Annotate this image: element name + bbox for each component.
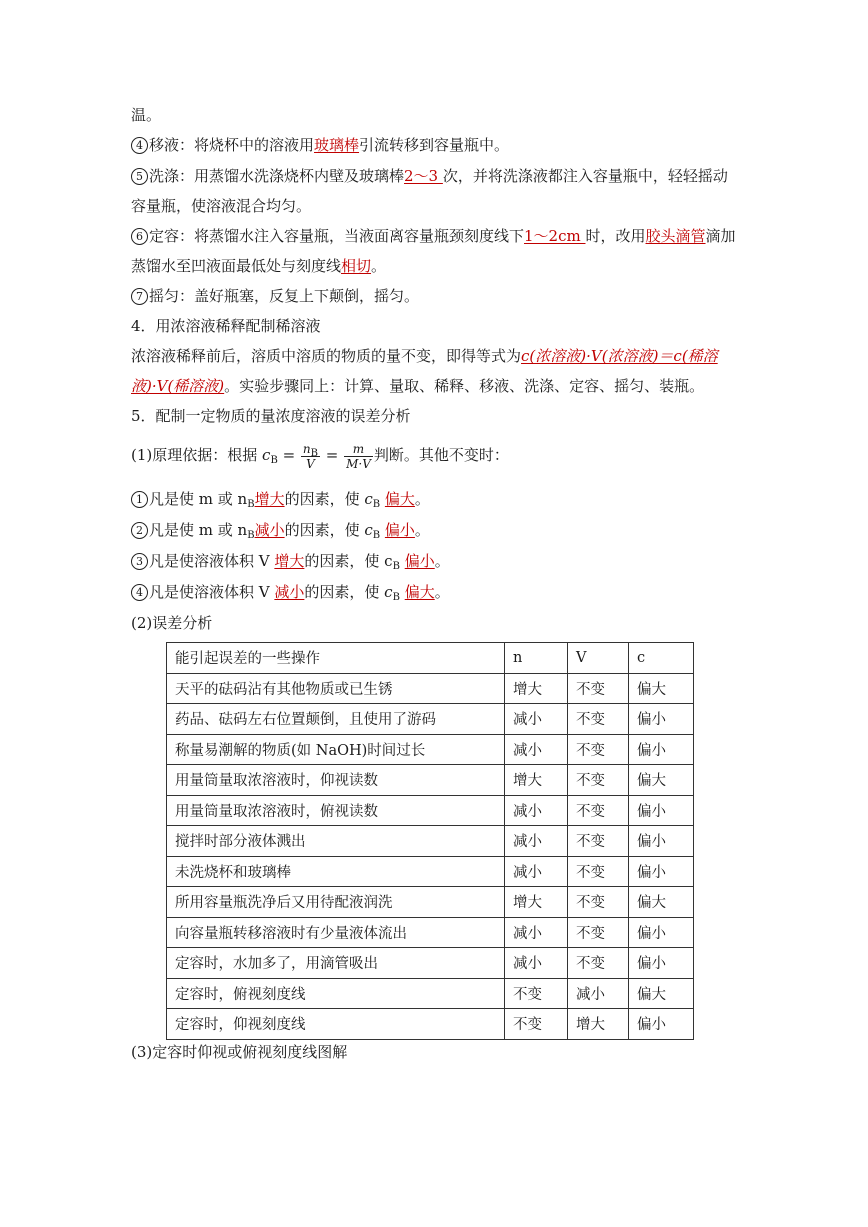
subheading-volume-reading (131, 1042, 347, 1062)
text-fragment: 蒸馏水至凹液面最低处与刻度线 (131, 257, 342, 275)
circled-number: 6 (131, 228, 148, 245)
table-cell: 偏小 (629, 795, 694, 826)
table-row (167, 673, 694, 704)
rule-3 (131, 551, 450, 571)
answer-fill: 玻璃棒 (314, 136, 360, 154)
formula-symbol: c (262, 446, 271, 464)
text-fragment: 的因素，使 (284, 521, 365, 539)
text-fragment: 凡是使 m 或 n (149, 490, 248, 508)
text-fragment: 定容：将蒸馏水注入容量瓶，当液面离容量瓶颈刻度线下 (149, 227, 525, 245)
answer-fill: 2～3 (404, 167, 443, 185)
table-cell: 不变 (505, 978, 568, 1009)
fraction-m-over-mv (344, 442, 373, 471)
table-cell: 定容时，仰视刻度线 (167, 1009, 505, 1040)
subscript: B (247, 530, 255, 541)
table-cell: 不变 (568, 826, 629, 857)
table-row (167, 704, 694, 735)
table-row (167, 734, 694, 765)
table-cell: 偏小 (629, 917, 694, 948)
table-cell: 减小 (505, 948, 568, 979)
table-row (167, 948, 694, 979)
text-fragment: 引流转移到容量瓶中。 (359, 136, 510, 154)
heading-text: 5．配制一定物质的量浓度溶液的误差分析 (131, 407, 411, 425)
text-line (131, 105, 161, 125)
answer-fill: 增大 (254, 490, 285, 508)
table-header-cell: 能引起误差的一些操作 (167, 643, 505, 674)
text-fragment: 的因素，使 c (304, 552, 393, 570)
text-fragment: 。 (371, 257, 387, 275)
table-cell: 搅拌时部分液体溅出 (167, 826, 505, 857)
formula-operator: = (277, 446, 300, 464)
fraction-numerator: m (344, 442, 373, 457)
fraction-denominator: M·V (346, 456, 371, 471)
text-fragment: 判断。其他不变时： (373, 446, 509, 464)
table-cell: 不变 (568, 887, 629, 918)
step-5-wash-cont (131, 196, 311, 216)
answer-fill: 相切 (341, 257, 372, 275)
section-heading-4 (131, 316, 321, 336)
answer-fill: 偏大 (404, 583, 435, 601)
table-cell: 不变 (568, 673, 629, 704)
section-heading-5 (131, 406, 411, 426)
formula-subscript: B (310, 447, 318, 459)
table-cell: 用量筒量取浓溶液时，仰视读数 (167, 765, 505, 796)
table-cell: 所用容量瓶洗净后又用待配液润洗 (167, 887, 505, 918)
circled-number: 7 (131, 288, 148, 305)
table-cell: 减小 (568, 978, 629, 1009)
table-cell: 减小 (505, 856, 568, 887)
table-cell: 不变 (505, 1009, 568, 1040)
dilution-paragraph (131, 346, 718, 366)
step-5-wash (131, 166, 728, 186)
circled-number: 2 (131, 522, 148, 539)
step-7-shake (131, 286, 419, 306)
table-cell: 减小 (505, 917, 568, 948)
table-header-cell: c (629, 643, 694, 674)
table-cell: 不变 (568, 704, 629, 735)
text-fragment: 容量瓶，使溶液混合均匀。 (131, 197, 312, 215)
table-cell: 不变 (568, 948, 629, 979)
step-6-volume-cont (131, 256, 386, 276)
table-cell: 偏小 (629, 826, 694, 857)
fraction-denominator: V (306, 456, 315, 471)
text-fragment: 。 (414, 490, 430, 508)
table-header-cell: n (505, 643, 568, 674)
text-fragment: 。 (434, 552, 450, 570)
table-cell: 偏小 (629, 1009, 694, 1040)
table-cell: 偏大 (629, 978, 694, 1009)
answer-fill: 偏大 (384, 490, 415, 508)
step-4-transfer (131, 135, 509, 155)
answer-fill: 偏小 (404, 552, 435, 570)
text-fragment: 温。 (131, 106, 162, 124)
fraction-n-over-v (301, 442, 320, 471)
text-fragment: 凡是使溶液体积 V (149, 552, 275, 570)
text-fragment: 凡是使溶液体积 V (149, 583, 275, 601)
table-cell: 偏小 (629, 948, 694, 979)
circled-number: 3 (131, 553, 148, 570)
table-body (167, 643, 694, 1040)
table-cell: 不变 (568, 734, 629, 765)
table-cell: 减小 (505, 704, 568, 735)
table-row (167, 795, 694, 826)
text-fragment: 。 (414, 521, 430, 539)
answer-fill: 液)·V(稀溶液) (131, 377, 225, 395)
table-row (167, 765, 694, 796)
table-row (167, 978, 694, 1009)
subscript: B (247, 499, 255, 510)
answer-fill: 胶头滴管 (645, 227, 706, 245)
table-cell: 偏大 (629, 765, 694, 796)
table-cell: 药品、砝码左右位置颠倒，且使用了游码 (167, 704, 505, 735)
text-fragment: 时，改用 (585, 227, 646, 245)
formula-subscript: B (270, 455, 278, 466)
table-row (167, 826, 694, 857)
subscript: B (392, 592, 400, 603)
table-cell: 增大 (568, 1009, 629, 1040)
table-cell: 向容量瓶转移溶液时有少量液体流出 (167, 917, 505, 948)
table-cell: 用量筒量取浓溶液时，俯视读数 (167, 795, 505, 826)
text-fragment: (1)原理依据：根据 (131, 446, 263, 464)
table-cell: 定容时，俯视刻度线 (167, 978, 505, 1009)
table-row (167, 887, 694, 918)
formula-symbol: c (364, 521, 373, 539)
table-cell: 天平的砝码沾有其他物质或已生锈 (167, 673, 505, 704)
text-fragment: 的因素，使 (304, 583, 385, 601)
table-cell: 偏小 (629, 856, 694, 887)
table-cell: 偏大 (629, 673, 694, 704)
heading-text: (2)误差分析 (131, 614, 213, 632)
circled-number: 5 (131, 168, 148, 185)
text-fragment: 。 (434, 583, 450, 601)
subheading-error-analysis (131, 613, 212, 633)
table-cell: 不变 (568, 856, 629, 887)
text-fragment: 。实验步骤同上：计算、量取、稀释、移液、洗涤、定容、摇匀、装瓶。 (224, 377, 705, 395)
table-cell: 不变 (568, 917, 629, 948)
subscript: B (372, 530, 381, 541)
circled-number: 4 (131, 584, 148, 601)
heading-text: 4．用浓溶液稀释配制稀溶液 (131, 317, 321, 335)
text-fragment: 摇匀：盖好瓶塞，反复上下颠倒，摇匀。 (149, 287, 420, 305)
rule-1 (131, 489, 430, 509)
answer-fill: c(浓溶液)·V(浓溶液)＝c(稀溶 (521, 347, 718, 365)
table-cell: 不变 (568, 795, 629, 826)
table-cell: 偏小 (629, 734, 694, 765)
circled-number: 1 (131, 491, 148, 508)
formula-operator: = (321, 446, 344, 464)
table-cell: 增大 (505, 765, 568, 796)
table-cell: 不变 (568, 765, 629, 796)
table-cell: 减小 (505, 795, 568, 826)
answer-fill: 减小 (254, 521, 285, 539)
answer-fill: 1～2cm (524, 227, 586, 245)
formula-symbol: c (364, 490, 373, 508)
table-cell: 增大 (505, 673, 568, 704)
answer-fill: 减小 (274, 583, 305, 601)
table-cell: 定容时，水加多了，用滴管吸出 (167, 948, 505, 979)
table-cell: 偏小 (629, 704, 694, 735)
text-fragment: 的因素，使 (284, 490, 365, 508)
table-cell: 增大 (505, 887, 568, 918)
text-fragment: 洗涤：用蒸馏水洗涤烧杯内壁及玻璃棒 (149, 167, 405, 185)
circled-number: 4 (131, 137, 148, 154)
rule-2 (131, 520, 430, 540)
answer-fill: 增大 (274, 552, 305, 570)
dilution-paragraph-cont (131, 376, 704, 396)
subscript: B (372, 499, 381, 510)
fraction-numerator (301, 442, 320, 457)
step-6-volume (131, 226, 736, 246)
error-analysis-table (166, 642, 694, 1040)
table-cell: 偏大 (629, 887, 694, 918)
principle-formula-line (131, 438, 509, 472)
table-header-cell: V (568, 643, 629, 674)
text-fragment: 滴加 (705, 227, 736, 245)
text-fragment: 浓溶液稀释前后，溶质中溶质的物质的量不变，即得等式为 (131, 347, 522, 365)
formula-symbol: c (384, 583, 393, 601)
text-fragment: 次，并将洗涤液都注入容量瓶中，轻轻摇动 (442, 167, 728, 185)
text-fragment: 移液：将烧杯中的溶液用 (149, 136, 315, 154)
heading-text: (3)定容时仰视或俯视刻度线图解 (131, 1043, 348, 1061)
table-cell: 减小 (505, 826, 568, 857)
table-row (167, 917, 694, 948)
answer-fill: 偏小 (384, 521, 415, 539)
subscript: B (392, 561, 400, 572)
table-cell: 称量易潮解的物质(如 NaOH)时间过长 (167, 734, 505, 765)
table-row (167, 1009, 694, 1040)
text-fragment: 凡是使 m 或 n (149, 521, 248, 539)
rule-4 (131, 582, 450, 602)
formula-symbol: n (302, 441, 311, 456)
table-row (167, 856, 694, 887)
table-cell: 未洗烧杯和玻璃棒 (167, 856, 505, 887)
table-cell: 减小 (505, 734, 568, 765)
table-header-row (167, 643, 694, 674)
